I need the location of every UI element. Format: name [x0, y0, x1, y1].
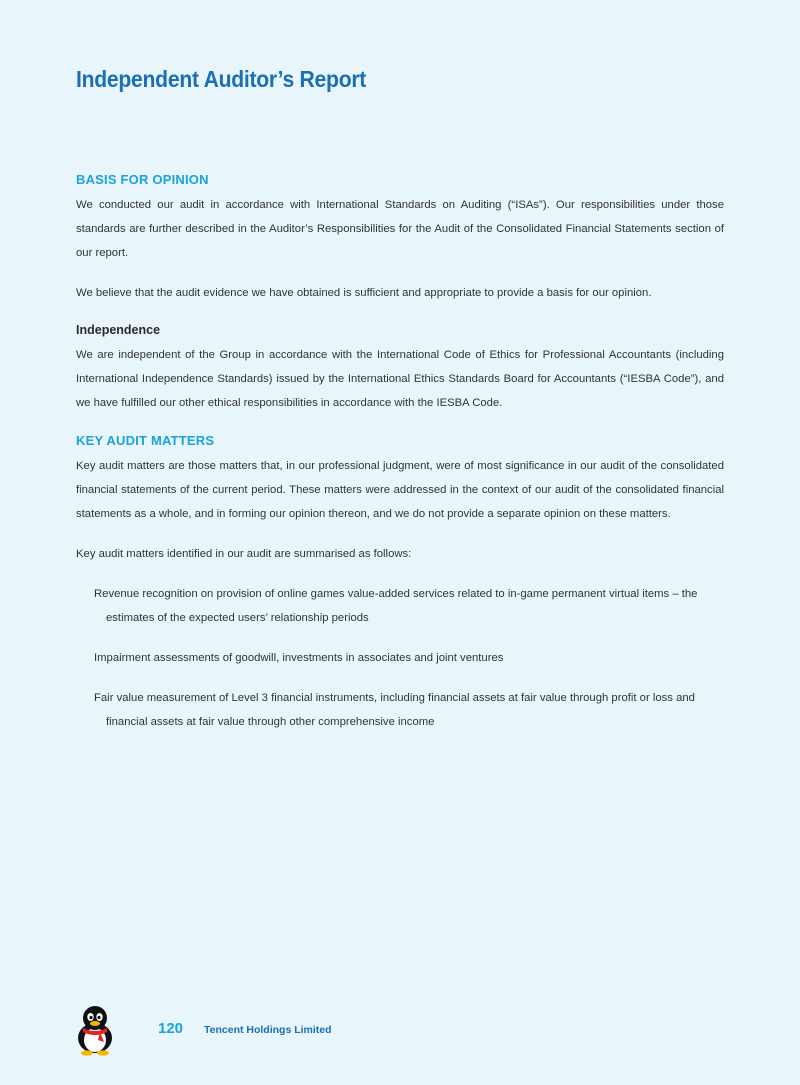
basis-paragraph-1: We conducted our audit in accordance with International Standards on Auditing (“ISAs”). Our responsibilities under those standards are further described in the Auditor’s Responsibilities for the Audit of the Consolidated Financial Statements section of our report.: [76, 199, 724, 259]
basis-heading: BASIS FOR OPINION: [76, 172, 209, 187]
independence-paragraph: We are independent of the Group in accordance with the International Code of Ethics for Professional Accountants (including International Independence Standards) issued by the International Ethics Standards Board for Accountants (“IESBA Code”), and we have fulfilled our other ethical responsibilities in accordance with the IESBA Code.: [76, 349, 724, 409]
kam-paragraph-2: Key audit matters identified in our audit are summarised as follows:: [76, 548, 412, 560]
page-number: 120: [158, 1020, 184, 1037]
kam-list-item: Revenue recognition on provision of online games value-added services related to in-game permanent virtual items – the estimates of the expected users’ relationship periods: [94, 588, 698, 624]
page-title: Independent Auditor’s Report: [76, 66, 367, 92]
kam-list-item: Fair value measurement of Level 3 financial instruments, including financial assets at fair value through profit or loss and financial assets at fair value through other comprehensive income: [94, 692, 695, 728]
report-body: [76, 172, 724, 734]
kam-heading: KEY AUDIT MATTERS: [76, 433, 215, 448]
basis-paragraph-2: We believe that the audit evidence we have obtained is sufficient and appropriate to provide a basis for our opinion.: [76, 287, 652, 299]
independence-heading: Independence: [76, 323, 161, 337]
penguin-logo-icon: [74, 1004, 116, 1056]
kam-paragraph-1: Key audit matters are those matters that, in our professional judgment, were of most significance in our audit of the consolidated financial statements of the current period. These matters were addressed in the context of our audit of the consolidated financial statements as a whole, and in forming our opinion thereon, and we do not provide a separate opinion on these matters.: [76, 460, 724, 520]
company-name: Tencent Holdings Limited: [204, 1024, 332, 1036]
kam-list: [76, 582, 724, 734]
kam-list-item: Impairment assessments of goodwill, investments in associates and joint ventures: [94, 652, 504, 664]
